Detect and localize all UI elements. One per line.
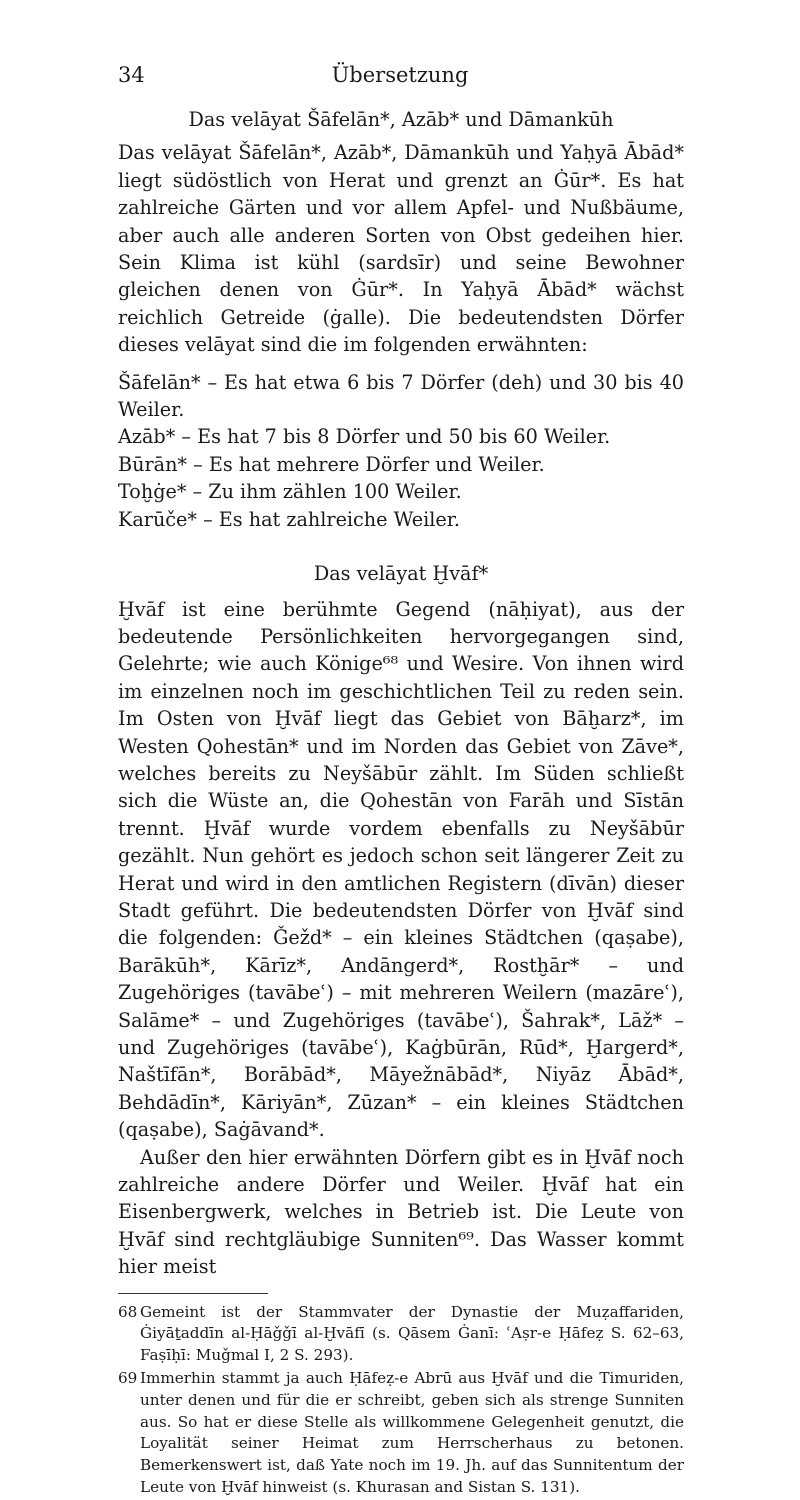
hvaf-paragraph-2: Außer den hier erwähnten Dörfern gibt es in Ḫvāf noch zahlreiche andere Dörfer und Weiler. Ḫvāf hat ein Eisenbergwerk, welches in Betrieb ist. Die Leute von Ḫvāf sind rechtgläubige Sunniten⁶⁹. Das Wasser kommt hier meist	[118, 1145, 684, 1279]
footnote-number: 69	[118, 1369, 138, 1388]
village-entry-azab: Azāb* – Es hat 7 bis 8 Dörfer und 50 bis 60 Weiler.	[118, 425, 611, 449]
running-title: Übersetzung	[331, 63, 469, 87]
village-list	[118, 369, 684, 533]
village-entry-buran: Būrān* – Es hat mehrere Dörfer und Weiler.	[118, 452, 545, 476]
page-number: 34	[118, 63, 145, 87]
footnote-text: Gemeint ist der Stammvater der Dynastie der Muẓaffariden, Ġiyāṯaddīn al-Ḥāǧǧī al-Ḫvāfī (s. Qāsem Ġanī: ʿAṣr-e Ḥāfeẓ S. 62–63, Faṣīḥī: Muǧmal I, 2 S. 293).	[140, 1302, 684, 1365]
footnote-69	[118, 1368, 684, 1499]
section-intro-paragraph: Das velāyat Šāfelān*, Azāb*, Dāmankūh und Yaḥyā Ābād* liegt südöstlich von Herat und grenzt an Ġūr*. Es hat zahlreiche Gärten und vor allem Apfel- und Nußbäume, aber auch alle anderen Sorten von Obst gedeihen hier. Sein Klima ist kühl (sardsīr) und seine Bewohner gleichen denen von Ġūr*. In Yaḥyā Ābād* wächst reichlich Getreide (ġalle). Die bedeutendsten Dörfer dieses velāyat sind die im folgenden erwähnten:	[118, 141, 684, 357]
section-heading-safelan: Das velāyat Šāfelān*, Azāb* und Dāmankūh	[188, 108, 614, 131]
village-entry-karuce: Karūče* – Es hat zahlreiche Weiler.	[118, 507, 460, 531]
section-heading-hvaf: Das velāyat Ḫvāf*	[313, 562, 489, 586]
hvaf-paragraph-1: Ḫvāf ist eine berühmte Gegend (nāḥiyat), aus der bedeutende Persönlichkeiten hervorgegangen sind, Gelehrte; wie auch Könige⁶⁸ und Wesire. Von ihnen wird im einzelnen noch im geschichtlichen Teil zu reden sein. Im Osten von Ḫvāf liegt das Gebiet von Bāḫarz*, im Westen Qohestān* und im Norden das Gebiet von Zāve*, welches bereits zu Neyšābūr zählt. Im Süden schließt sich die Wüste an, die Qohestān von Farāh und Sīstān trennt. Ḫvāf wurde vordem ebenfalls zu Neyšābūr gezählt. Nun gehört es jedoch schon seit längerer Zeit zu Herat und wird in den amtlichen Registern (dīvān) dieser Stadt geführt. Die bedeutendsten Dörfer von Ḫvāf sind die folgenden: Ǧežd* – ein kleines Städtchen (qaṣabe), Barākūh*, Kārīz*, Andāngerd*, Rostḫār* – und Zugehöriges (tavābeʿ) – mit mehreren Weilern (mazāreʿ), Salāme* – und Zugehöriges (tavābeʿ), Šahrak*, Lāž* – und Zugehöriges (tavābeʿ), Kaġbūrān, Rūd*, Ḫargerd*, Naštīfān*, Borābād*, Māyežnābād*, Niyāz Ābād*, Behdādīn*, Kāriyān*, Zūzan* – ein kleines Städtchen (qaṣabe), Saġāvand*.	[118, 597, 684, 1142]
footnote-divider	[118, 1293, 268, 1294]
village-entry-tohge: Toḫġe* – Zu ihm zählen 100 Weiler.	[118, 480, 462, 504]
village-entry-safelan: Šāfelān* – Es hat etwa 6 bis 7 Dörfer (deh) und 30 bis 40 Weiler.	[118, 370, 684, 422]
footnotes	[118, 1302, 684, 1499]
main-text	[118, 106, 684, 1500]
footnote-68	[118, 1302, 684, 1367]
running-head	[118, 63, 682, 93]
footnote-number: 68	[118, 1302, 138, 1321]
footnote-text: Immerhin stammt ja auch Ḥāfeẓ-e Abrū aus Ḫvāf und die Timuriden, unter denen und für die er schreibt, geben sich als strenge Sunniten aus. So hat er diese Stelle als willkommene Gelegenheit genutzt, die Loyalität seiner Heimat zum Herrscherhaus zu betonen. Bemerkenswert ist, daß Yate noch im 19. Jh. auf das Sunnitentum der Leute von Ḫvāf hinweist (s. Khurasan and Sistan S. 131).	[140, 1369, 684, 1497]
paragraph-gap	[118, 359, 684, 369]
